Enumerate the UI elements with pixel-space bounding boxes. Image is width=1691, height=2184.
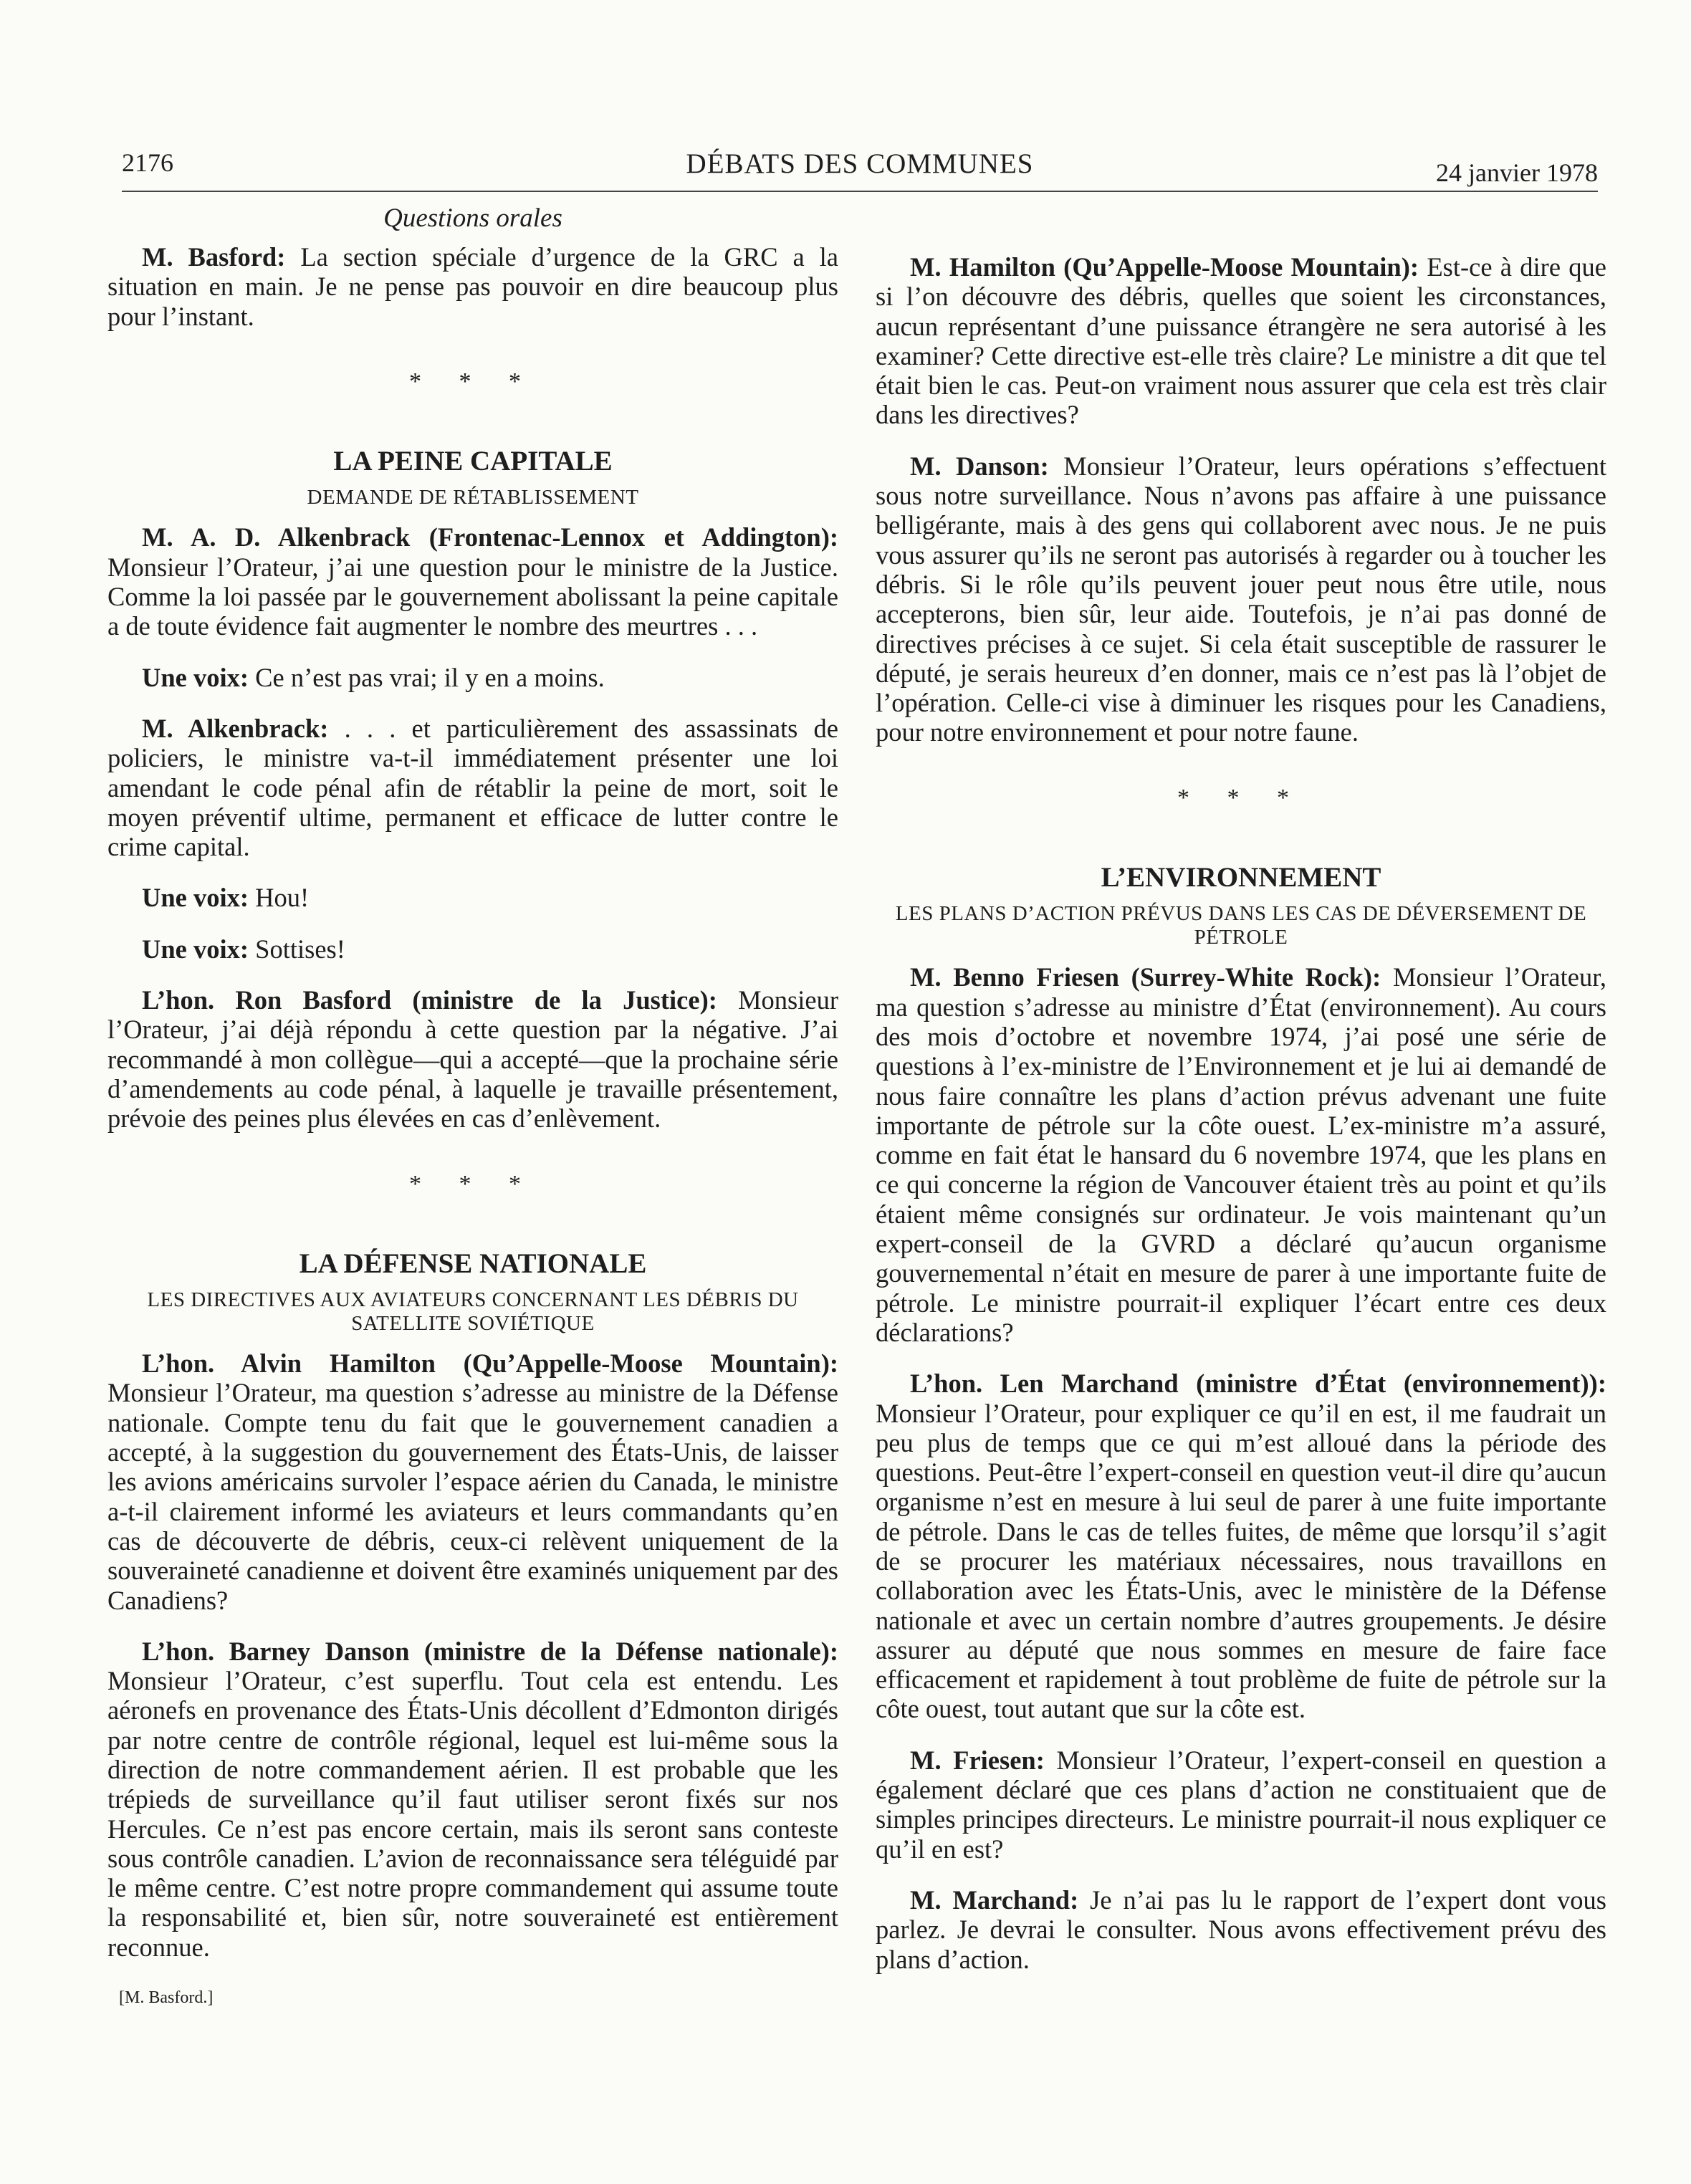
- speaker: M. Hamilton (Qu’Appelle-Moose Mountain):: [910, 252, 1419, 282]
- speech: Monsieur l’Orateur, leurs opérations s’effectuent sous notre surveillance. Nous n’avons pas affaire à une puissance belligérante, mais à des gens qui collaborent avec nous. Je ne puis vous assurer qu’ils ne seront pas autorisés à regarder ou à toucher les débris. Si le rôle qu’ils peuvent jouer peut nous être utile, nous accepterons, bien sûr, leur aide. Toutefois, je n’ai pas donné de directives précises à ce sujet. Si cela était susceptible de rassurer le député, je serais heureux d’en donner, mais ce n’est pas là l’objet de l’opération. Celle-ci vise à diminuer les risques pour les Canadiens, pour notre environnement et pour notre faune.: [876, 451, 1606, 747]
- footer-note: [M. Basford.]: [119, 1988, 214, 2008]
- speaker: L’hon. Len Marchand (ministre d’État (environnement)):: [910, 1369, 1606, 1399]
- section-label: Questions orales: [383, 203, 562, 233]
- speaker: Une voix:: [142, 662, 249, 692]
- speaker: M. Alkenbrack:: [142, 713, 329, 743]
- speech: Est-ce à dire que si l’on découvre des débris, quelles que soient les circonstances, aucun représentant d’une puissance étrangère ne sera autorisé à les examiner? Cette directive est-elle très claire? Le ministre a dit que tel était bien le cas. Peut-on vraiment nous assurer que cela est très clair dans les directives?: [876, 252, 1606, 430]
- speech: . . . et particulièrement des assassinats de policiers, le ministre va-t-il immédiatement présenter une loi amendant le code pénal afin de rétablir la peine de mort, soit le moyen préventif ultime, permanent et efficace de lutter contre le crime capital.: [107, 713, 838, 862]
- paragraph: [107, 242, 838, 331]
- speech: Monsieur l’Orateur, l’expert-conseil en question a également déclaré que ces plans d’action ne constituaient que de simples principes directeurs. Le ministre pourrait-il nous expliquer ce qu’il en est?: [876, 1745, 1606, 1864]
- speech: Ce n’est pas vrai; il y en a moins.: [249, 662, 605, 692]
- speech: Hou!: [249, 883, 310, 913]
- paragraph: [876, 1369, 1606, 1724]
- publication-title: DÉBATS DES COMMUNES: [686, 148, 1034, 179]
- section-separator: * * *: [409, 368, 537, 395]
- speech: La section spéciale d’urgence de la GRC a la situation en main. Je ne pense pas pouvoir en dire beaucoup plus pour l’instant.: [107, 242, 838, 331]
- section-subheading: DEMANDE DE RÉTABLISSEMENT: [307, 486, 639, 509]
- paragraph: [107, 1637, 838, 1962]
- speaker: M. Marchand:: [910, 1884, 1079, 1915]
- speaker: M. Danson:: [910, 451, 1049, 481]
- speaker: M. A. D. Alkenbrack (Frontenac-Lennox et Addington):: [142, 522, 838, 552]
- section-heading: LA PEINE CAPITALE: [333, 446, 613, 477]
- speech: Monsieur l’Orateur, ma question s’adresse au ministre de la Défense nationale. Compte tenu du fait que le gouvernement canadien a accepté, à la suggestion du gouvernement des États-Unis, de laisser les avions américains survoler l’espace aérien du Canada, le ministre a-t-il clairement informé les aviateurs et leurs commandants qu’en cas de découverte de débris, ceux-ci relèvent uniquement de la souveraineté canadienne et doivent être examinés uniquement par des Canadiens?: [107, 1378, 838, 1615]
- speaker: L’hon. Alvin Hamilton (Qu’Appelle-Moose Mountain):: [142, 1349, 838, 1379]
- section-separator: * * *: [409, 1170, 537, 1197]
- paragraph: [107, 1349, 838, 1615]
- running-header: [122, 148, 1598, 192]
- speech: Monsieur l’Orateur, j’ai une question pour le ministre de la Justice. Comme la loi passée par le gouvernement abolissant la peine capitale a de toute évidence fait augmenter le nombre des meurtres . . .: [107, 552, 838, 641]
- speaker: M. Friesen:: [910, 1745, 1045, 1775]
- speaker: L’hon. Ron Basford (ministre de la Justice):: [142, 985, 717, 1015]
- section-heading: LA DÉFENSE NATIONALE: [299, 1247, 647, 1279]
- paragraph: [107, 714, 838, 861]
- paragraph: [107, 985, 838, 1133]
- paragraph: [107, 522, 838, 641]
- speech: Je n’ai pas lu le rapport de l’expert dont vous parlez. Je devrai le consulter. Nous avons effectivement prévu des plans d’action.: [876, 1884, 1606, 1974]
- paragraph: [876, 252, 1606, 430]
- speech: Monsieur l’Orateur, c’est superflu. Tout cela est entendu. Les aéronefs en provenance des États-Unis décollent d’Edmonton dirigés par notre centre de contrôle régional, lequel est lui-même sous la direction de notre commandement aérien. Il est probable que les trépieds de surveillance qu’il faut utiliser seront fixés sur nos Hercules. Ce n’est pas encore certain, mais ils seront sans conteste sous contrôle canadien. L’avion de reconnaissance sera téléguidé par le même centre. C’est notre propre commandement qui assume toute la responsabilité et, bien sûr, notre souveraineté est entièrement reconnue.: [107, 1666, 838, 1962]
- paragraph: [107, 883, 838, 912]
- section-subheading: LES DIRECTIVES AUX AVIATEURS CONCERNANT LES DÉBRIS DU SATELLITE SOVIÉTIQUE: [147, 1288, 799, 1336]
- right-column: [876, 252, 1606, 1996]
- paragraph: [876, 451, 1606, 747]
- left-column: [107, 242, 838, 2013]
- paragraph: [876, 1885, 1606, 1974]
- paragraph: [876, 1745, 1606, 1864]
- paragraph: [876, 962, 1606, 1347]
- speaker: L’hon. Barney Danson (ministre de la Défense nationale):: [142, 1636, 838, 1666]
- paragraph: [107, 934, 838, 964]
- paragraph: [107, 663, 838, 692]
- speaker: Une voix:: [142, 934, 249, 964]
- page-number: 2176: [122, 148, 173, 177]
- section-heading: L’ENVIRONNEMENT: [1101, 862, 1381, 894]
- speaker: M. Benno Friesen (Surrey-White Rock):: [910, 962, 1381, 992]
- speech: Monsieur l’Orateur, pour expliquer ce qu’il en est, il me faudrait un peu plus de temps que ce qui m’est alloué dans la période des questions. Peut-être l’expert-conseil en question veut-il dire qu’aucun organisme n’est en mesure à lui seul de parer à une fuite importante de pétrole. Dans le cas de telles fuites, de même que lorsqu’il s’agit de se procurer les matériaux nécessaires, nous travaillons en collaboration avec les États-Unis, avec le ministère de la Défense nationale et avec un certain nombre d’autres groupements. Je désire assurer au député que nous sommes en mesure de faire face efficacement et rapidement à tout problème de fuite de pétrole sur la côte ouest, tout autant que sur la côte est.: [876, 1398, 1606, 1724]
- speech: Sottises!: [249, 934, 345, 964]
- section-separator: * * *: [1177, 784, 1305, 811]
- speech: Monsieur l’Orateur, ma question s’adresse au ministre d’État (environnement). Au cours des mois d’octobre et novembre 1974, j’ai posé une série de questions à l’ex-ministre de l’Environnement et je lui ai demandé de nous faire connaître les plans d’action prévus advenant une fuite importante de pétrole sur la côte ouest. L’ex-ministre m’a assuré, comme en fait état le hansard du 6 novembre 1974, que les plans en ce qui concerne la région de Vancouver étaient très au point et qu’ils étaient même consignés sur ordinateur. Je vois maintenant qu’un expert-conseil de la GVRD a déclaré qu’aucun organisme gouvernemental n’était en mesure de parer à une importante fuite de pétrole. Le ministre pourrait-il expliquer l’écart entre ces deux déclarations?: [876, 962, 1607, 1347]
- issue-date: 24 janvier 1978: [1436, 158, 1598, 187]
- section-subheading: LES PLANS D’ACTION PRÉVUS DANS LES CAS DE DÉVERSEMENT DE PÉTROLE: [895, 902, 1587, 949]
- speech: Monsieur l’Orateur, j’ai déjà répondu à cette question par la négative. J’ai recommandé à mon collègue—qui a accepté—que la prochaine série d’amendements au code pénal, à laquelle je travaille présentement, prévoie des peines plus élevées en cas d’enlèvement.: [107, 985, 838, 1134]
- speaker: Une voix:: [142, 883, 249, 913]
- speaker: M. Basford:: [142, 242, 286, 272]
